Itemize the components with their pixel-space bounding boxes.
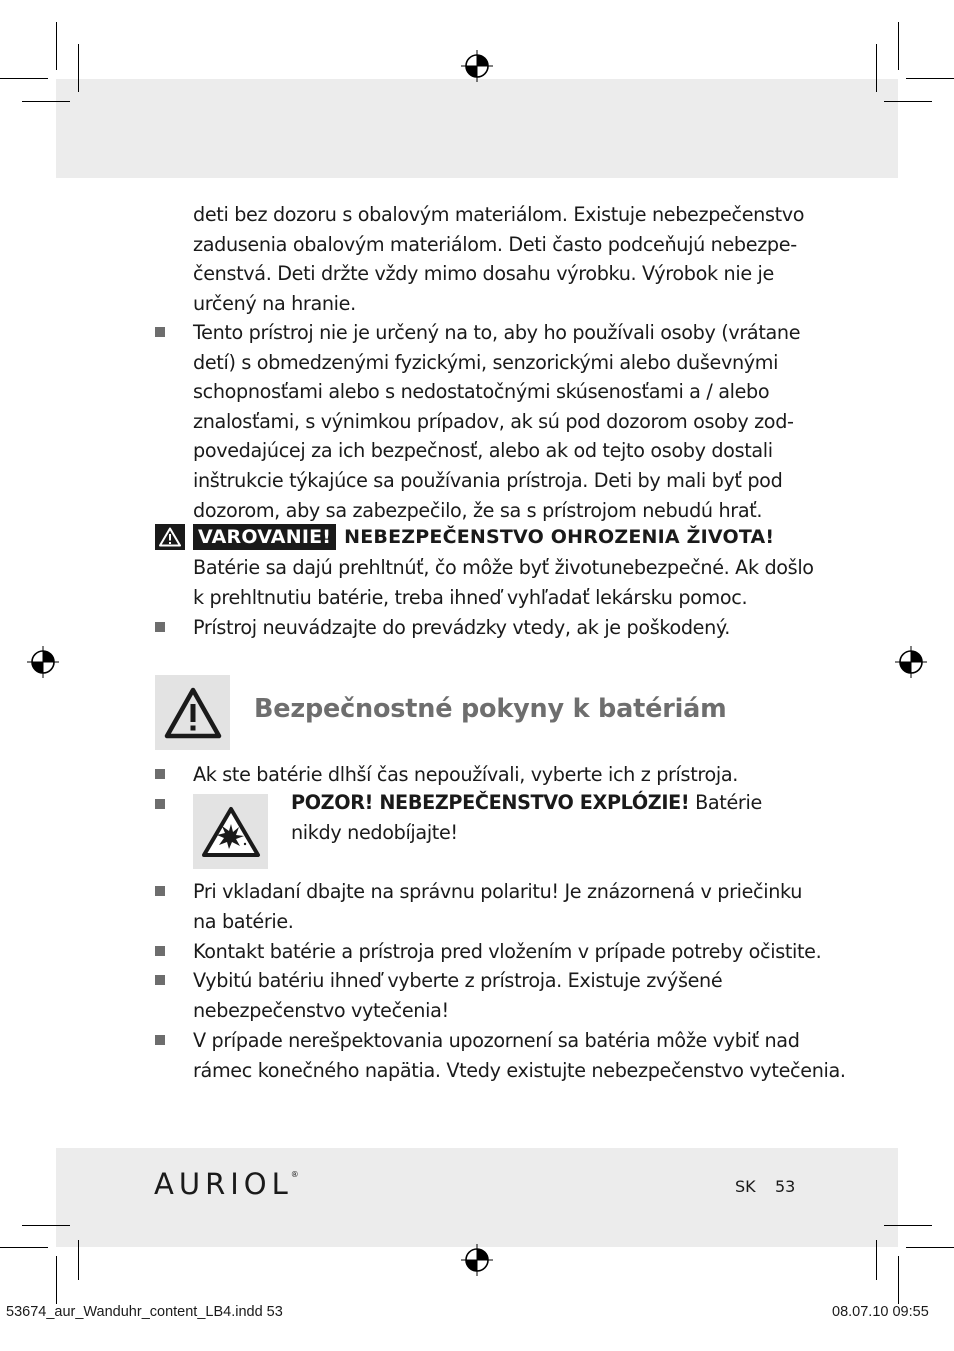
bullet-clean-contacts bbox=[193, 937, 822, 967]
warning-text bbox=[193, 553, 813, 612]
bullet-voltage bbox=[193, 1026, 846, 1085]
text-line: Kontakt batérie a prístroja pred vložením v prípade potreby očistite. bbox=[193, 940, 822, 963]
header-band bbox=[56, 79, 898, 178]
bullet-remove-battery bbox=[193, 966, 813, 1025]
text-line: Vybitú batériu ihneď vyberte z prístroja. Existuje zvýšené bbox=[193, 969, 723, 992]
text-line: čenstvá. Deti držte vždy mimo dosahu výrobku. Výrobok nie je bbox=[193, 262, 774, 286]
explosion-bold-text: POZOR! NEBEZPEČENSTVO EXPLÓZIE! bbox=[291, 791, 690, 814]
text-line: Tento prístroj nie je určený na to, aby ho používali osoby (vrátane bbox=[193, 321, 801, 344]
warning-triangle-icon bbox=[164, 687, 222, 739]
bullet-marker bbox=[155, 327, 165, 337]
intro-paragraph bbox=[193, 200, 813, 318]
text-line: rámec konečného napätia. Vtedy existujte nebezpečenstvo vytečenia. bbox=[193, 1058, 846, 1082]
registration-mark-right bbox=[895, 646, 927, 678]
registration-mark-left bbox=[27, 646, 59, 678]
bullet-unused-batteries bbox=[193, 760, 813, 790]
text-line: znalosťami, s výnimkou prípadov, ak sú pod dozorom osoby zod- bbox=[193, 409, 794, 433]
text-line: určený na hranie. bbox=[193, 291, 356, 315]
registration-mark-top bbox=[461, 50, 493, 82]
text-line: Ak ste batérie dlhší čas nepoužívali, vyberte ich z prístroja. bbox=[193, 763, 739, 786]
explosion-warning-text bbox=[291, 788, 811, 847]
footer-page-number: 53 bbox=[775, 1177, 796, 1196]
text-line: deti bez dozoru s obalovým materiálom. Existuje nebezpečenstvo bbox=[193, 203, 805, 226]
text-line: schopnosťami alebo s nedostatočnými skúsenosťami a / alebo bbox=[193, 380, 770, 404]
text-line: zadusenia obalovým materiálom. Deti často podceňujú nebezpe- bbox=[193, 232, 797, 256]
text-line: nebezpečenstvo vytečenia! bbox=[193, 998, 449, 1022]
text-line: nikdy nedobíjajte! bbox=[291, 820, 458, 844]
text-line: detí) s obmedzenými fyzickými, senzorickými alebo duševnými bbox=[193, 350, 779, 374]
footer-language: SK bbox=[735, 1177, 756, 1196]
warning-title: NEBEZPEČENSTVO OHROZENIA ŽIVOTA! bbox=[344, 526, 775, 548]
bullet-marker bbox=[155, 946, 165, 956]
bullet-polarity bbox=[193, 877, 813, 936]
text-line: na batérie. bbox=[193, 909, 294, 933]
bullet-marker bbox=[155, 886, 165, 896]
bullet-marker bbox=[155, 1035, 165, 1045]
explosion-hazard-icon bbox=[201, 806, 261, 858]
registration-mark-bottom bbox=[461, 1244, 493, 1276]
text-line: Prístroj neuvádzajte do prevádzky vtedy, ak je poškodený. bbox=[193, 616, 730, 639]
text-line: Pri vkladaní dbajte na správnu polaritu! Je znázornená v priečinku bbox=[193, 880, 803, 903]
section-title: Bezpečnostné pokyny k batériám bbox=[254, 694, 727, 724]
text-line: V prípade nerešpektovania upozornení sa batéria môže vybiť nad bbox=[193, 1029, 800, 1052]
text-line: Batérie sa dajú prehltnúť, čo môže byť životunebezpečné. Ak došlo bbox=[193, 556, 814, 579]
bullet-device-usage bbox=[193, 318, 813, 525]
text-line: povedajúcej za ich bezpečnosť, alebo ak od tejto osoby dostali bbox=[193, 439, 773, 463]
explosion-text-rest: Batérie bbox=[689, 791, 762, 814]
section-warning-icon-box bbox=[155, 675, 230, 750]
text-line: inštrukcie týkajúce sa používania prístroja. Deti by mali byť pod bbox=[193, 468, 783, 492]
bullet-marker bbox=[155, 799, 165, 809]
print-slug-filename: 53674_aur_Wanduhr_content_LB4.indd 53 bbox=[6, 1304, 283, 1320]
brand-logo bbox=[154, 1169, 299, 1199]
text-line: k prehltnutiu batérie, treba ihneď vyhľadať lekársku pomoc. bbox=[193, 585, 748, 609]
bullet-damaged bbox=[193, 613, 813, 643]
bullet-marker bbox=[155, 975, 165, 985]
warning-label: VAROVANIE! bbox=[193, 524, 336, 550]
warning-triangle-icon bbox=[155, 524, 185, 550]
text-line: dozorom, aby sa zabezpečilo, že sa s prístrojom nebudú hrať. bbox=[193, 498, 763, 522]
explosion-icon-box bbox=[193, 794, 268, 869]
bullet-marker bbox=[155, 769, 165, 779]
warning-heading bbox=[155, 524, 774, 550]
print-slug-date: 08.07.10 09:55 bbox=[832, 1304, 929, 1320]
registered-mark-icon: ® bbox=[290, 1169, 299, 1179]
bullet-marker bbox=[155, 622, 165, 632]
brand-logo-text: AURIOL bbox=[154, 1167, 293, 1201]
